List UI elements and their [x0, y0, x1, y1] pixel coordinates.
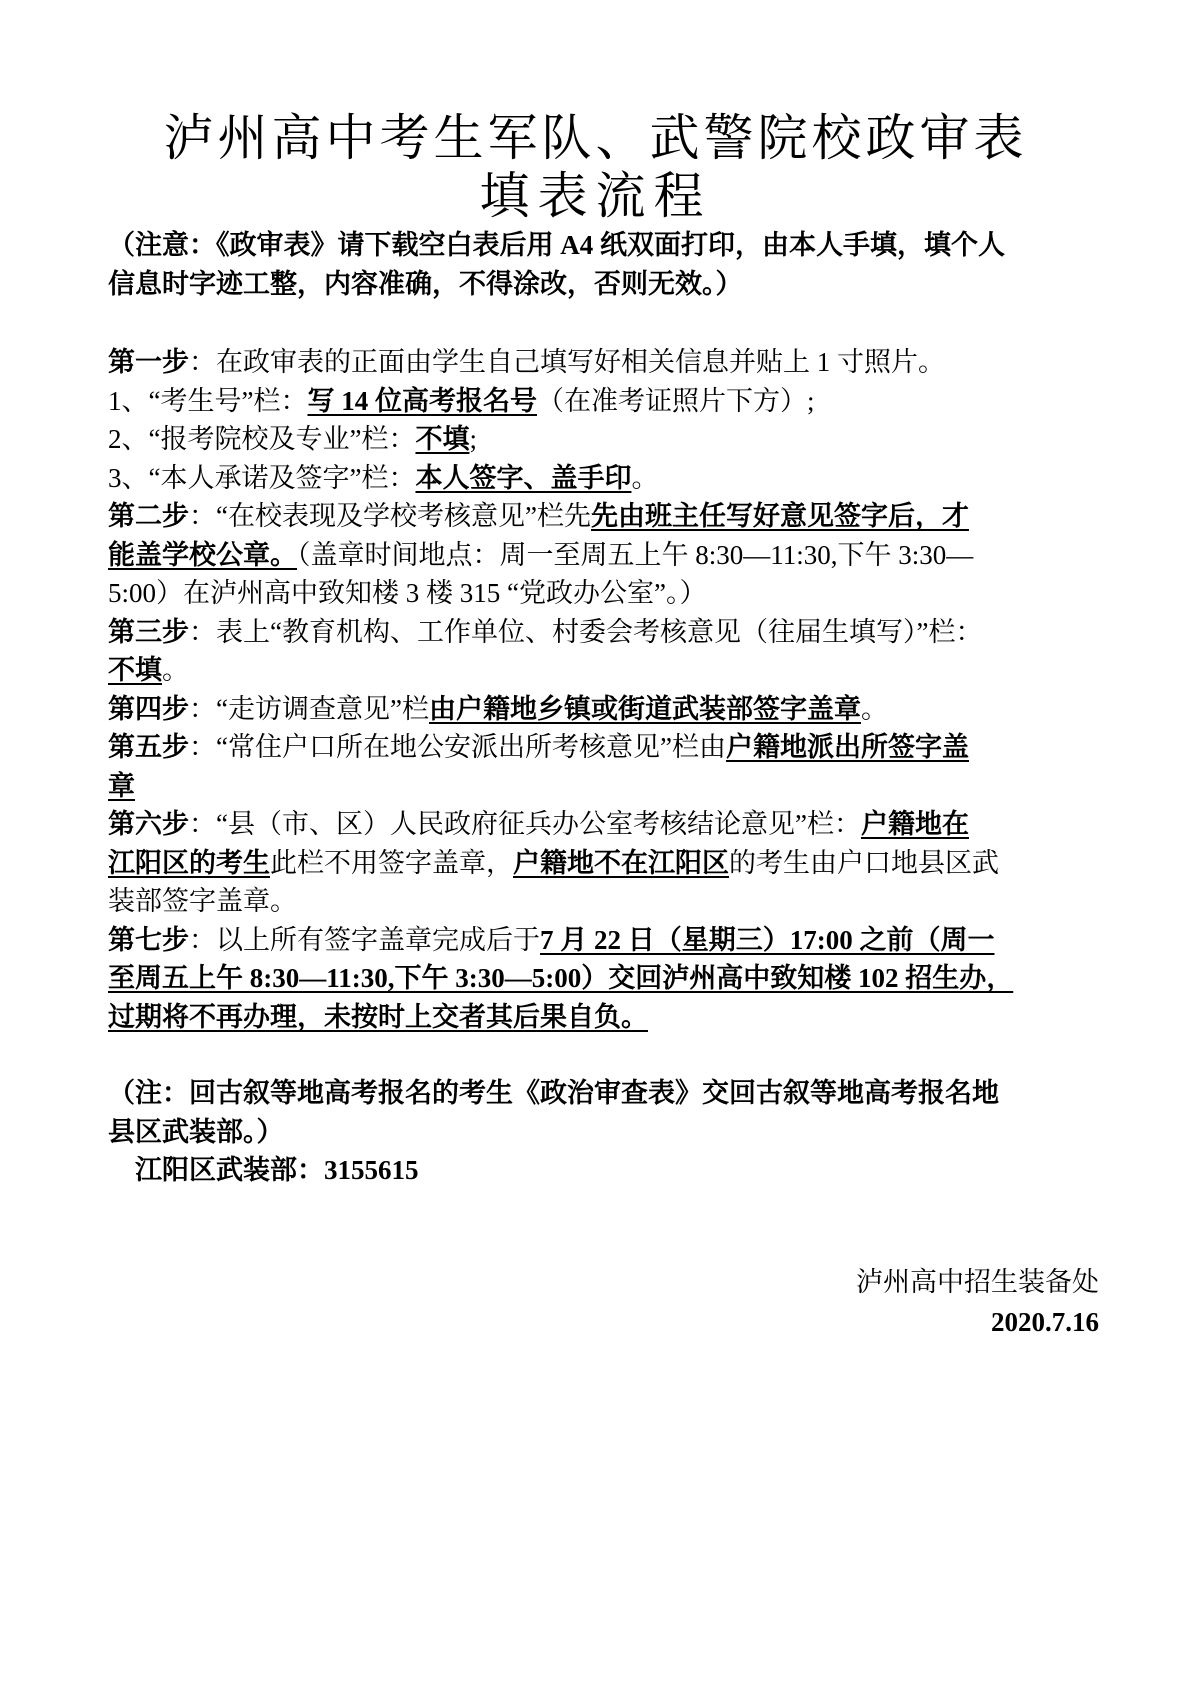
notice-line: 信息时字迹工整，内容准确，不得涂改，否则无效。）: [108, 268, 743, 299]
item-text: ;: [469, 424, 477, 454]
step-label: 第四步: [108, 693, 189, 724]
remark-line: 县区武装部。）: [108, 1116, 284, 1147]
step-emphasis: 户籍地在: [860, 809, 969, 839]
step-7: [108, 921, 1098, 960]
step-text: ：表上“教育机构、工作单位、村委会考核意见（往届生填写）”栏：: [189, 616, 983, 647]
step-7-cont: [108, 959, 1098, 998]
step-label: 第五步: [108, 732, 189, 762]
step-label: 第二步: [108, 501, 189, 531]
step-label: 第七步: [108, 924, 189, 955]
step-emphasis: 户籍地不在江阳区: [513, 847, 729, 878]
contact-line: 江阳区武装部：3155615: [135, 1155, 419, 1185]
issue-date: 2020.7.16: [991, 1307, 1099, 1337]
item-text: 。: [631, 462, 659, 493]
item-label: 1、“考生号”栏：: [108, 385, 308, 416]
step-emphasis: 户籍地派出所签字盖: [725, 732, 969, 762]
step-text: ：“常住户口所在地公安派出所考核意见”栏由: [189, 732, 726, 762]
step-3-cont: [108, 651, 1098, 690]
item-emphasis: 不填: [415, 424, 470, 454]
issuer: 泸州高中招生装备处: [856, 1267, 1099, 1297]
notice-line: （注意：《政审表》请下载空白表后用 A4 纸双面打印，由本人手填，填个人: [108, 230, 1005, 260]
spacer: [108, 1036, 1098, 1074]
step-1-item-3: [108, 459, 1098, 498]
step-emphasis: 先由班主任写好意见签字后，才: [590, 501, 969, 531]
step-6-cont: 装部签字盖章。: [108, 886, 297, 916]
step-7-cont: [108, 998, 1098, 1037]
item-label: 2、“报考院校及专业”栏：: [108, 424, 416, 454]
steps-section: [108, 343, 1098, 1190]
step-5: [108, 728, 1098, 767]
step-text: ：以上所有签字盖章完成后于: [189, 924, 540, 955]
remark-line: （注：回古叙等地高考报名的考生《政治审查表》交回古叙等地高考报名地: [108, 1078, 999, 1108]
step-text: 此栏不用签字盖章，: [270, 847, 513, 878]
step-2-cont: [108, 536, 1098, 575]
document-title: 泸州高中考生军队、武警院校政审表: [163, 109, 1028, 167]
step-1-item-1: [108, 382, 1098, 421]
step-5-cont: [108, 767, 1098, 806]
step-emphasis: 由户籍地乡镇或街道武装部签字盖章: [428, 693, 861, 724]
step-emphasis: 7 月 22 日（星期三）17:00 之前（周一: [540, 924, 995, 955]
step-label: 第一步: [108, 347, 189, 377]
step-emphasis: 江阳区的考生: [108, 847, 270, 878]
step-text: ：“在校表现及学校考核意见”栏先: [189, 501, 591, 531]
step-label: 第六步: [108, 809, 189, 839]
step-label: 第三步: [108, 616, 189, 647]
step-text: ：“走访调查意见”栏: [189, 693, 429, 724]
item-emphasis: 本人签字、盖手印: [415, 462, 632, 493]
step-emphasis: 过期将不再办理，未按时上交者其后果自负。: [108, 1001, 648, 1032]
step-emphasis: 章: [108, 770, 135, 801]
step-4: [108, 690, 1098, 729]
step-1: [108, 343, 1098, 382]
document-subtitle: 填表流程: [479, 167, 712, 225]
step-6-cont: [108, 844, 1098, 883]
item-emphasis: 写 14 位高考报名号: [307, 385, 537, 416]
step-text: 的考生由户口地县区武: [729, 847, 999, 878]
step-emphasis: 不填: [108, 655, 162, 685]
step-text: （盖章时间地点：周一至周五上午 8:30—11:30,下午 3:30—: [297, 539, 974, 570]
step-emphasis: 能盖学校公章。: [108, 539, 297, 570]
step-6: [108, 805, 1098, 844]
step-emphasis: 至周五上午 8:30—11:30,下午 3:30—5:00）交回泸州高中致知楼 102 招生办，: [108, 963, 1014, 993]
step-text: ：在政审表的正面由学生自己填写好相关信息并贴上 1 寸照片。: [189, 347, 945, 377]
step-3: [108, 613, 1098, 652]
step-text: ：“县（市、区）人民政府征兵办公室考核结论意见”栏：: [189, 809, 861, 839]
item-text: （在准考证照片下方）;: [536, 385, 815, 416]
notice: [108, 226, 1098, 303]
step-2-cont: 5:00）在泸州高中致知楼 3 楼 315 “党政办公室”。）: [108, 578, 707, 608]
step-text: 。: [162, 655, 189, 685]
item-label: 3、“本人承诺及签字”栏：: [108, 462, 416, 493]
step-2: [108, 497, 1098, 536]
step-1-item-2: [108, 420, 1098, 459]
step-text: 。: [860, 693, 888, 724]
